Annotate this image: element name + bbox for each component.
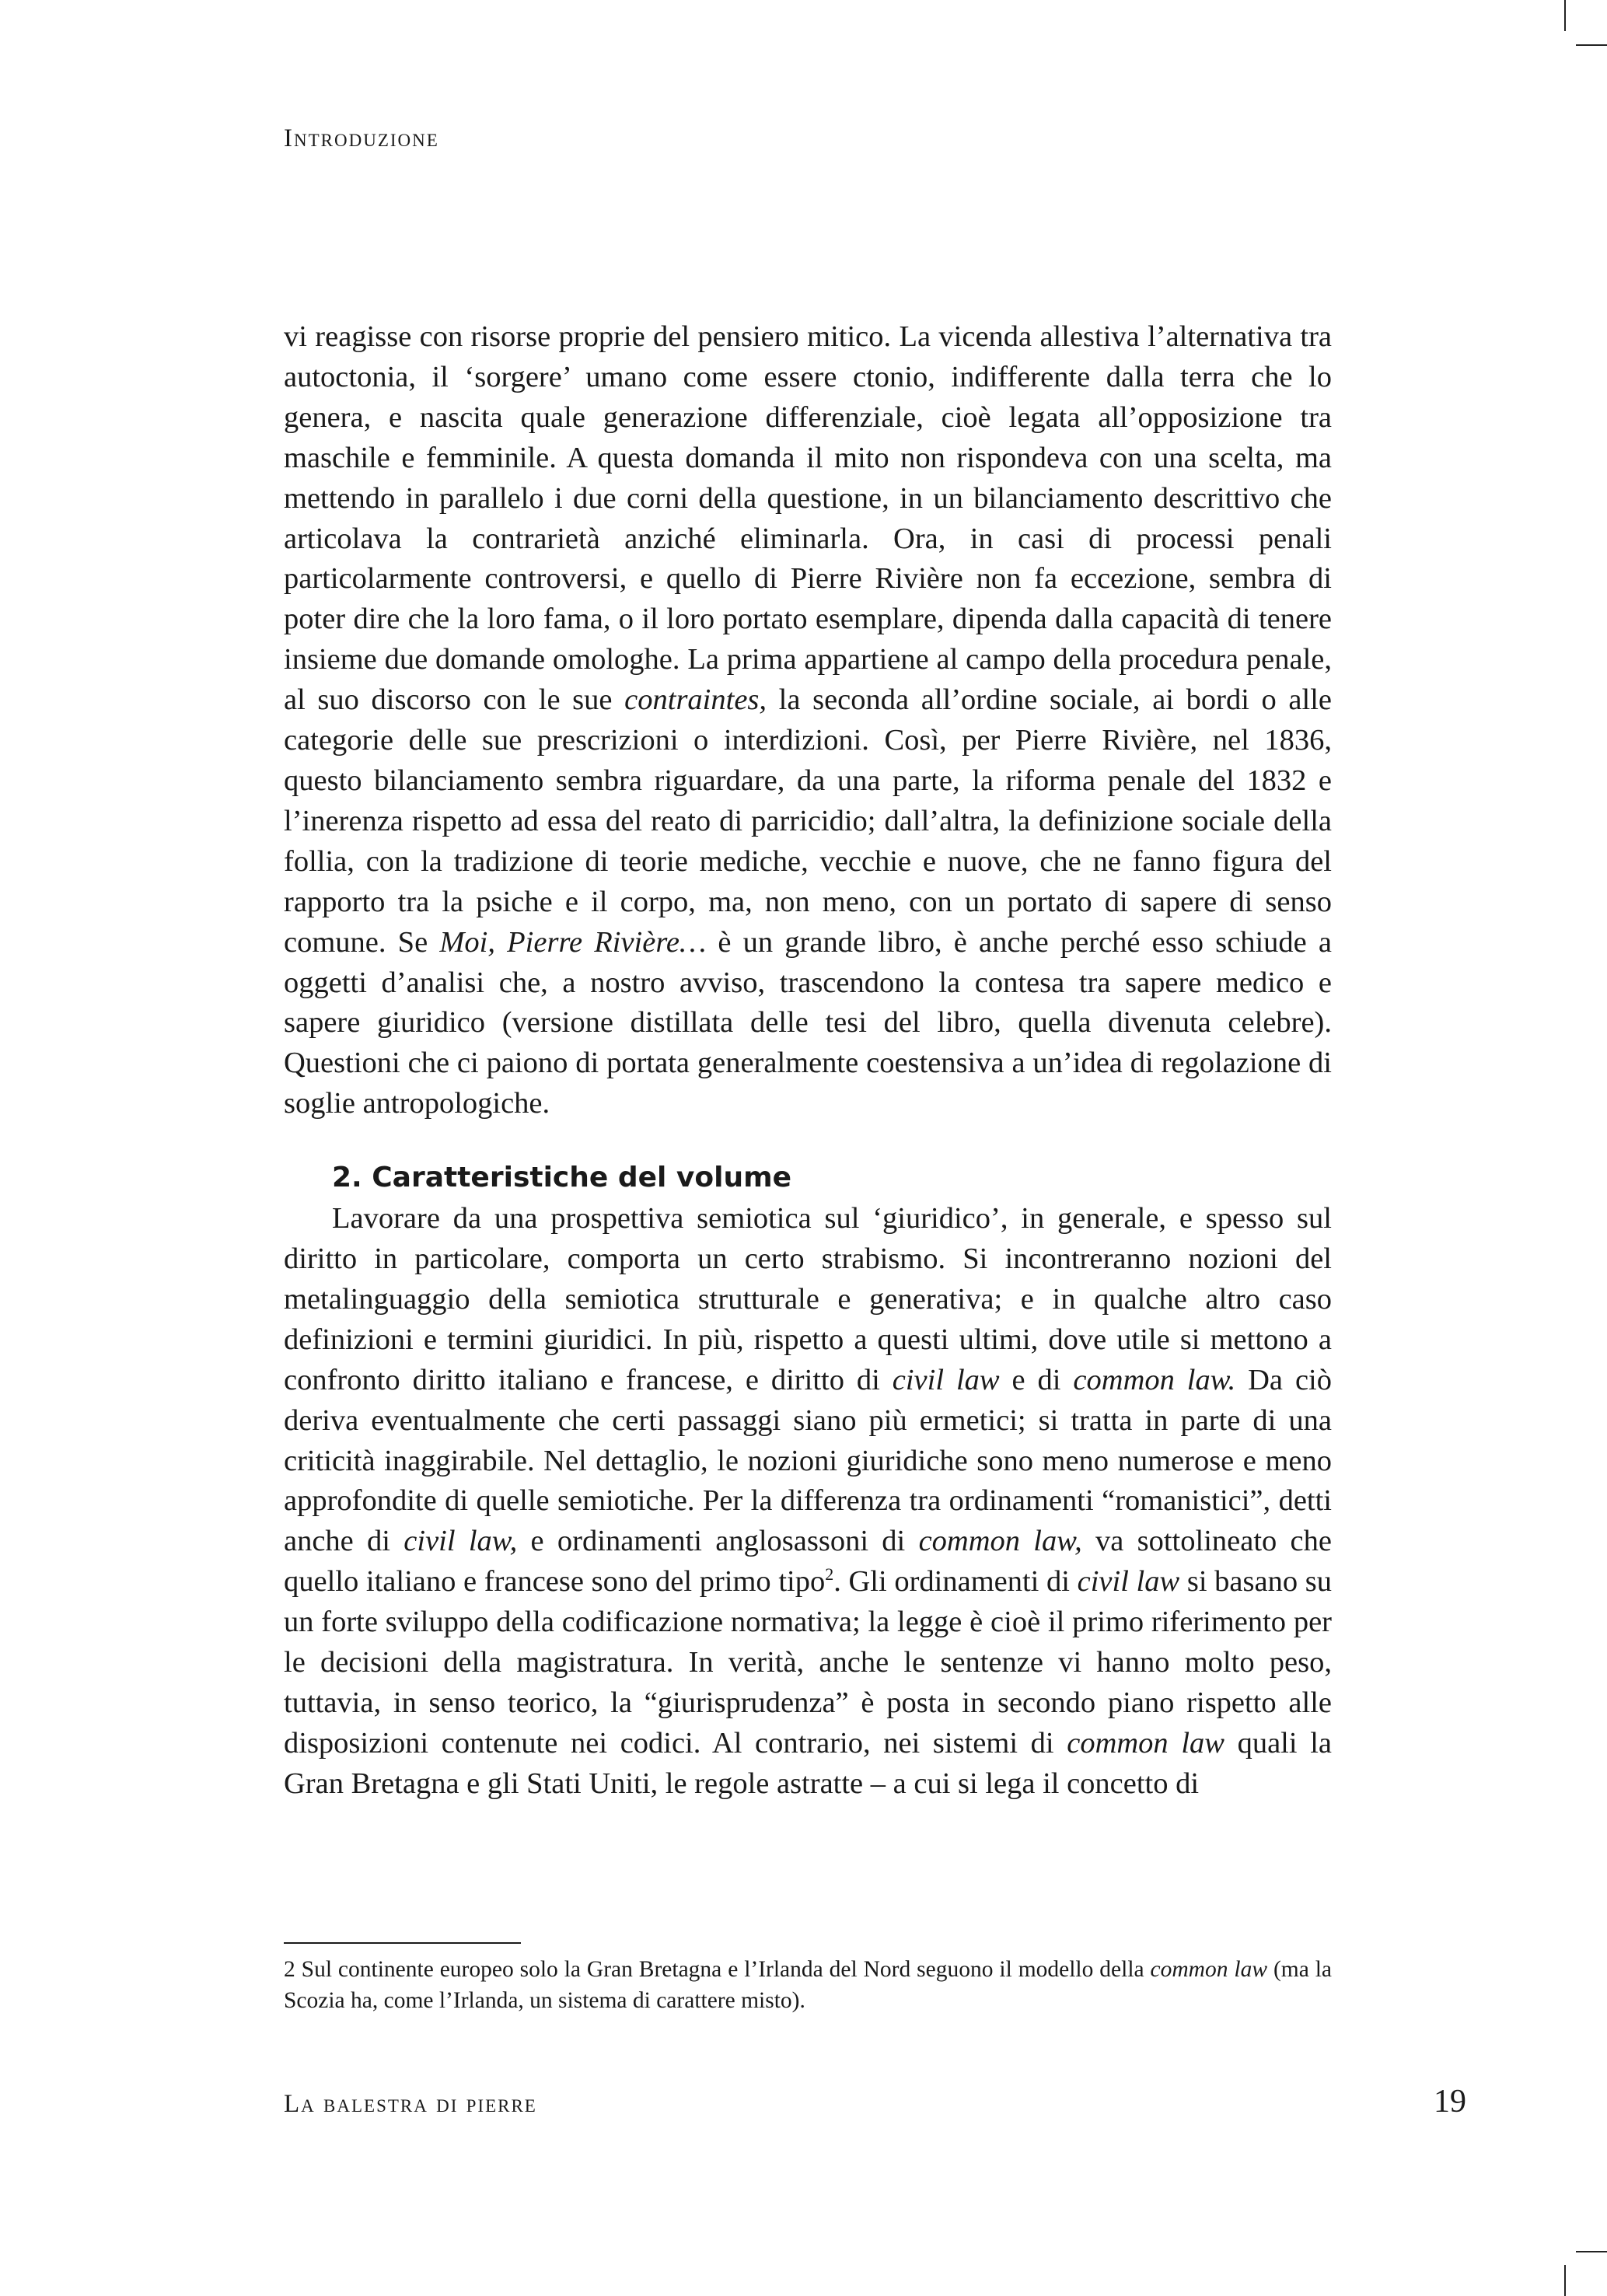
text-segment: la seconda all’ordine sociale, ai bordi o alle categorie delle sue prescrizioni o interdizioni. Così, per Pierre Rivière, nel 1836, questo bilanciamento sembra riguardare, da una parte, la riforma penale del 1832 e l’inerenza rispetto ad essa del reato di parricidio; dall’altra, la definizione sociale della follia, con la tradizione di teorie mediche, vecchie e nuove, che ne fanno figura del rapporto tra la psiche e il corpo, ma, non meno, con un portato di sapere di senso comune. Se [284,683,1332,959]
footnote [284,1954,1332,2016]
running-foot: La balestra di pierre [284,2090,537,2118]
text-segment-italic: contraintes, [624,683,767,717]
crop-mark-bottom-vertical [1564,2265,1566,2296]
footnote-text: 2 Sul continente europeo solo la Gran Bretagna e l’Irlanda del Nord seguono il modello della [284,1957,1151,1982]
crop-mark-bottom-horizontal [1576,2251,1607,2252]
paragraph-2 [284,1199,1332,1805]
text-segment: Da ciò deriva eventualmente che certi passaggi siano più ermetici; si tratta in parte di una criticità inaggirabile. Nel dettaglio, le nozioni giuridiche sono meno numerose e meno approfondite di quelle semiotiche. Per la differenza tra ordinamenti “romanistici”, detti anche di [284,1363,1332,1558]
text-segment: e ordinamenti anglosassoni di [517,1525,919,1558]
body-text [284,317,1332,1805]
running-head: Introduzione [284,124,439,152]
text-segment-italic: civil law, [403,1525,518,1558]
text-segment: . Gli ordinamenti di [833,1565,1078,1599]
text-segment: quali la Gran Bretagna e gli Stati Uniti, le regole astratte – a cui si lega il concetto di [284,1726,1332,1800]
text-segment-italic: civil law [1077,1565,1180,1599]
footnote-text-italic: common law [1150,1957,1268,1982]
text-segment: è un grande libro, è anche perché esso schiude a oggetti d’analisi che, a nostro avviso, trascendono la contesa tra sapere medico e sapere giuridico (versione distillata delle tesi del libro, quella divenuta celebre). Questioni che ci paiono di portata generalmente coestensiva a un’idea di regolazione di soglie antropologiche. [284,925,1333,1120]
footnote-reference[interactable]: 2 [825,1564,834,1585]
text-segment: si basano su un forte sviluppo della codificazione normativa; la legge è cioè il primo riferimento per le decisioni della magistratura. In verità, anche le sentenze vi hanno molto peso, tuttavia, in senso teorico, la “giurisprudenza” è posta in secondo piano rispetto alle disposizioni contenute nei codici. Al contrario, nei sistemi di [284,1565,1332,1760]
text-segment-italic: Moi, Pierre Rivière… [439,925,707,959]
paragraph-1 [284,317,1332,1124]
text-segment-italic: common law [1067,1726,1224,1760]
page-number: 19 [1434,2084,1466,2120]
footnote-text: (ma la Scozia ha, come l’Irlanda, un sistema di carattere misto). [284,1957,1333,2013]
section-heading: 2. Caratteristiche del volume [332,1162,791,1194]
text-segment-italic: common law, [918,1525,1082,1558]
crop-mark-top-vertical [1564,0,1566,31]
text-segment: e di [999,1363,1074,1396]
text-segment: vi reagisse con risorse proprie del pensiero mitico. La vicenda allestiva l’alternativa tra autoctonia, il ‘sorgere’ umano come essere ctonio, indifferente dalla terra che lo genera, e nascita quale generazione differenziale, cioè legata all’opposizione tra maschile e femminile. A questa domanda il mito non rispondeva con una scelta, ma mettendo in parallelo i due corni della questione, in un bilanciamento descrittivo che articolava la contrarietà anziché eliminarla. Ora, in casi di processi penali particolarmente controversi, e quello di Pierre Rivière non fa eccezione, sembra di poter dire che la loro fama, o il loro portato esemplare, dipenda dalla capacità di tenere insieme due domande omologhe. La prima appartiene al campo della procedura penale, al suo discorso con le sue [284,320,1332,717]
text-segment-italic: common law. [1073,1363,1236,1396]
text-segment-italic: civil law [892,1363,1000,1396]
text-segment: va sottolineato che quello italiano e francese sono del primo tipo [284,1525,1332,1599]
text-segment: Lavorare da una prospettiva semiotica sul ‘giuridico’, in generale, e spesso sul diritto in particolare, comporta un certo strabismo. Si incontreranno nozioni del metalinguaggio della semiotica strutturale e generativa; e in qualche altro caso definizioni e termini giuridici. In più, rispetto a questi ultimi, dove utile si mettono a confronto diritto italiano e francese, e diritto di [284,1202,1332,1396]
footnote-rule [284,1942,521,1944]
crop-mark-top-horizontal [1576,44,1607,46]
